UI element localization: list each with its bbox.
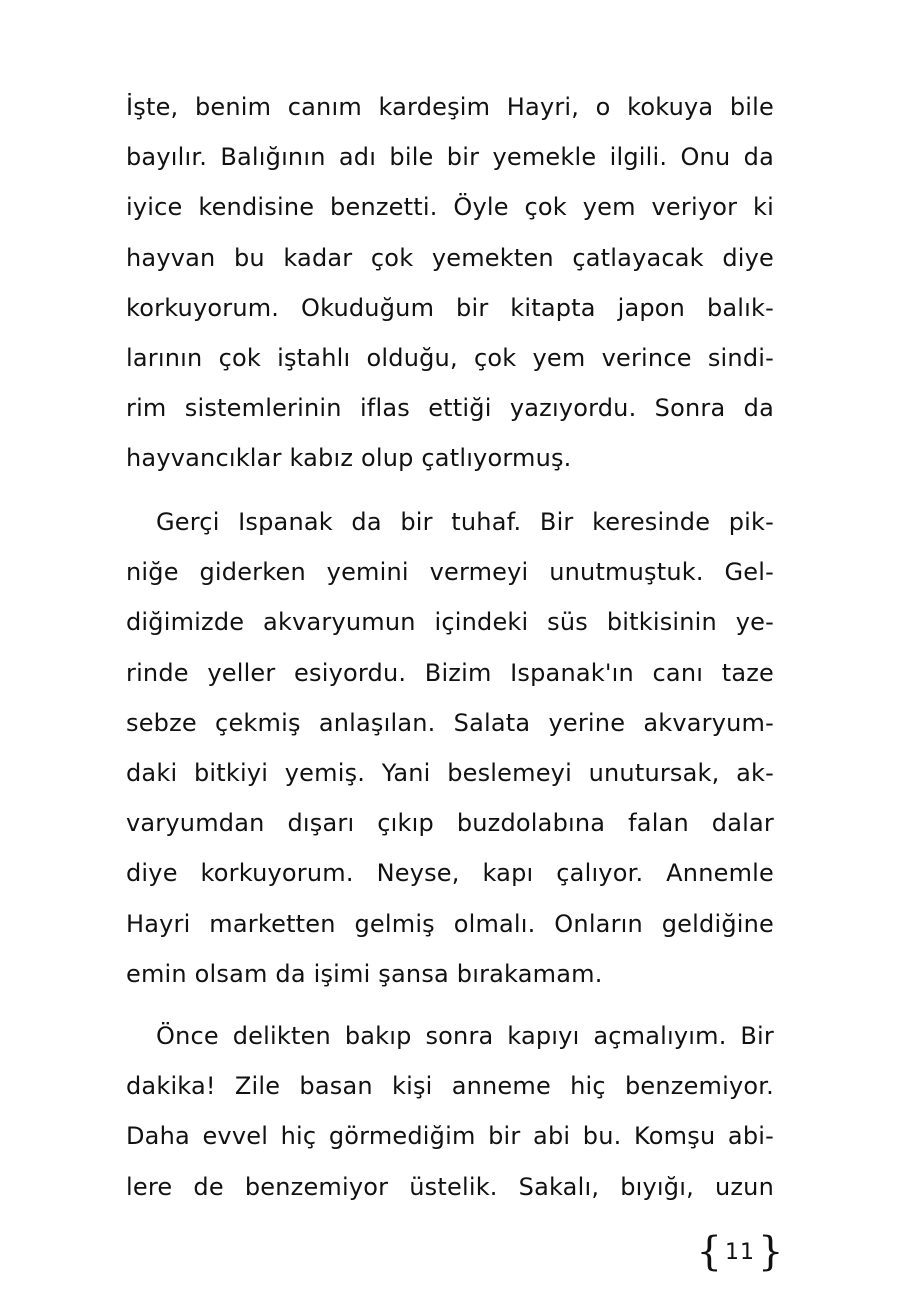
text-line: hayvancıklar kabız olup çatlıyormuş.: [126, 444, 572, 473]
page-number: [696, 1229, 784, 1275]
text-line: Hayri marketten gelmiş olmalı. Onların geldiğine: [126, 909, 774, 938]
text-line: korkuyorum. Okuduğum bir kitapta japon balık-: [126, 293, 774, 322]
text-line: rinde yeller esiyordu. Bizim Ispanak'ın canı taze: [126, 658, 774, 687]
text-line: bayılır. Balığının adı bile bir yemekle ilgili. Onu da: [126, 143, 774, 172]
text-line: sebze çekmiş anlaşılan. Salata yerine akvaryum-: [126, 708, 774, 737]
left-brace-icon: {: [696, 1229, 722, 1275]
paragraph-1: [126, 82, 774, 484]
paragraph-2: [126, 497, 774, 999]
text-line: lere de benzemiyor üstelik. Sakalı, bıyığı, uzun: [126, 1172, 774, 1201]
text-line: daki bitkiyi yemiş. Yani beslemeyi unutursak, ak-: [126, 758, 774, 787]
text-line: rim sistemlerinin iflas ettiği yazıyordu. Sonra da: [126, 394, 774, 423]
right-brace-icon: }: [758, 1229, 784, 1275]
text-line: dakika! Zile basan kişi anneme hiç benzemiyor.: [126, 1072, 774, 1101]
text-line: larının çok iştahlı olduğu, çok yem verince sindi-: [126, 343, 774, 372]
text-line: diğimizde akvaryumun içindeki süs bitkisinin ye-: [126, 608, 774, 637]
text-line: diye korkuyorum. Neyse, kapı çalıyor. Annemle: [126, 859, 774, 888]
text-line: Önce delikten bakıp sonra kapıyı açmalıyım. Bir: [156, 1022, 774, 1050]
text-line: emin olsam da işimi şansa bırakamam.: [126, 959, 603, 988]
page-number-text: 11: [725, 1239, 755, 1265]
text-line: Daha evvel hiç görmediğim bir abi bu. Komşu abi-: [126, 1122, 774, 1151]
text-line: niğe giderken yemini vermeyi unutmuştuk. Gel-: [126, 558, 774, 587]
text-line: Gerçi Ispanak da bir tuhaf. Bir keresinde pik-: [156, 508, 774, 536]
text-line: hayvan bu kadar çok yemekten çatlayacak diye: [126, 243, 774, 272]
paragraph-3: [126, 1011, 774, 1212]
text-line: İşte, benim canım kardeşim Hayri, o kokuya bile: [126, 93, 774, 121]
text-line: iyice kendisine benzetti. Öyle çok yem veriyor ki: [126, 193, 774, 222]
text-line: varyumdan dışarı çıkıp buzdolabına falan dalar: [126, 809, 774, 838]
